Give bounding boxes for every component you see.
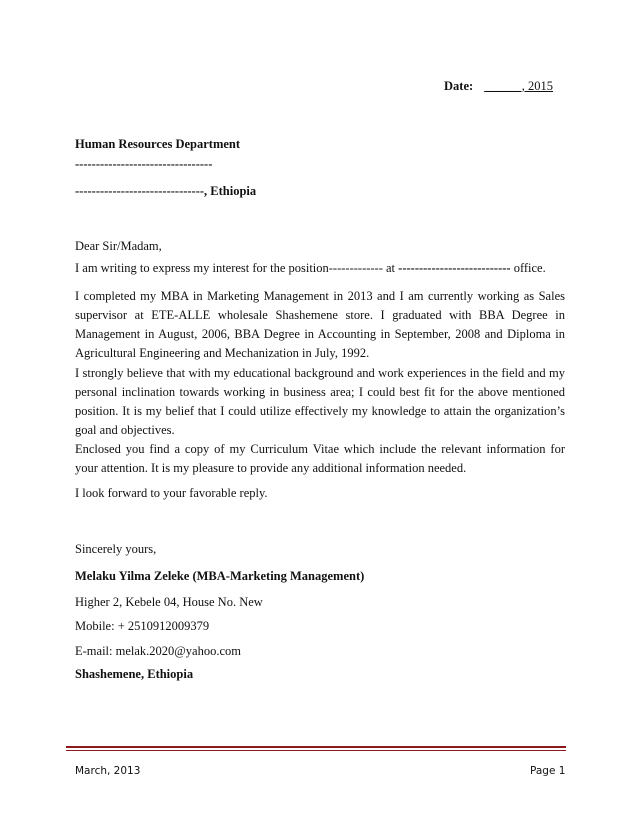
recipient-department: Human Resources Department	[75, 137, 241, 151]
signature-city: Shashemene, Ethiopia	[75, 667, 194, 681]
footer-rule-thick	[66, 746, 566, 748]
paragraph-motivation: I strongly believe that with my educational background and work experiences in the field and my personal inclination towards working in business area; I could best fit for the above mentioned position. It is my belief that I could utilize effectively my knowledge to attain the organization’s goal and objectives.	[75, 366, 565, 437]
footer-rule-thin	[66, 750, 566, 751]
intro-bold: ---------------------------	[395, 261, 511, 275]
footer-page-number: Page 1	[530, 765, 566, 777]
paragraph-education: I completed my MBA in Marketing Management in 2013 and I am currently working as Sales supervisor at ETE-ALLE wholesale Shashemene store. I graduated with BBA Degree in Management in August, 2006, BBA Degree in Accounting in September, 2008 and Diploma in Agricultural Engineering and Mechanization in July, 1992.	[75, 289, 565, 360]
signature-name: Melaku Yilma Zeleke (MBA-Marketing Management)	[75, 569, 365, 583]
intro-line	[75, 259, 565, 278]
closing: Sincerely yours,	[75, 542, 157, 556]
recipient-line-3: -------------------------------, Ethiopia	[75, 184, 257, 198]
date-line	[444, 79, 553, 94]
paragraph-closing-line: I look forward to your favorable reply.	[75, 486, 268, 500]
signature-mobile: Mobile: + 2510912009379	[75, 619, 210, 633]
salutation: Dear Sir/Madam,	[75, 239, 162, 253]
recipient-line-2: ---------------------------------	[75, 157, 213, 171]
intro-end: office.	[510, 261, 546, 275]
footer-date: March, 2013	[75, 765, 141, 777]
date-label: Date:	[444, 79, 474, 93]
date-value: ______, 2015	[484, 79, 554, 93]
signature-address: Higher 2, Kebele 04, House No. New	[75, 595, 263, 609]
paragraph-enclosure: Enclosed you find a copy of my Curriculum Vitae which include the relevant information for your attention. It is my pleasure to provide any additional information needed.	[75, 442, 565, 475]
intro-start: I am writing to express my interest for the position------------- at	[75, 261, 396, 275]
signature-email: E-mail: melak.2020@yahoo.com	[75, 644, 241, 658]
